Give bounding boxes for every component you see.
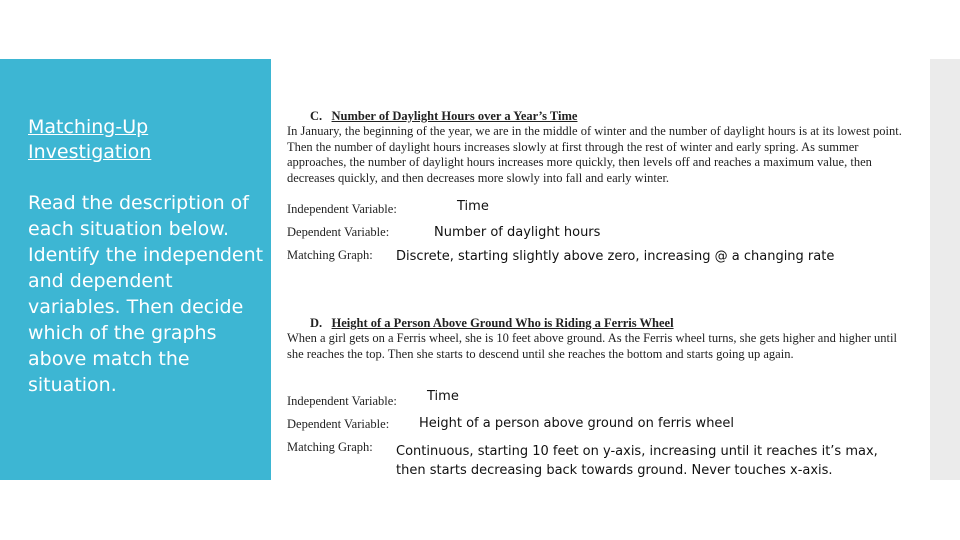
section-c-independent-label: Independent Variable: bbox=[287, 202, 397, 216]
section-d-matching-answer-line2: then starts decreasing back towards ground. Never touches x-axis. bbox=[396, 463, 833, 478]
section-c-letter: C. bbox=[310, 109, 323, 123]
section-c-matching-answer: Discrete, starting slightly above zero, increasing @ a changing rate bbox=[396, 249, 835, 264]
section-c-heading bbox=[310, 109, 910, 125]
instructions-text: Read the description of each situation below. Identify the independent and dependent variables. Then decide which of the graphs above match the situation. bbox=[28, 192, 264, 396]
section-d-independent-answer: Time bbox=[427, 389, 459, 404]
section-d-letter: D. bbox=[310, 316, 323, 330]
slide-title: Matching-Up Investigation bbox=[28, 116, 152, 163]
section-c-matching-label: Matching Graph: bbox=[287, 248, 373, 262]
section-d-description: When a girl gets on a Ferris wheel, she is 10 feet above ground. As the Ferris wheel turns, she gets higher and higher until she reaches the top. Then she starts to descend until she reaches the bottom and starts going up again. bbox=[287, 331, 897, 361]
section-d-matching-label: Matching Graph: bbox=[287, 440, 373, 454]
section-d-independent-label: Independent Variable: bbox=[287, 394, 397, 408]
section-d-dependent-answer: Height of a person above ground on ferris wheel bbox=[419, 416, 735, 431]
section-c-dependent-label: Dependent Variable: bbox=[287, 225, 390, 239]
section-c-title: Number of Daylight Hours over a Year’s Time bbox=[331, 109, 578, 123]
section-d-title: Height of a Person Above Ground Who is Riding a Ferris Wheel bbox=[331, 316, 674, 330]
section-d-matching-answer-line1: Continuous, starting 10 feet on y-axis, increasing until it reaches it’s max, bbox=[396, 444, 878, 459]
section-c-description: In January, the beginning of the year, we are in the middle of winter and the number of daylight hours is at its lowest point. Then the number of daylight hours increases slowly at first through the rest of winter and early spring. As summer approaches, the number of daylight hours increases more quickly, then levels off and reaches a maximum value, then decreases quickly, and then decreases more slowly into fall and early winter. bbox=[287, 124, 902, 185]
section-d-heading bbox=[310, 316, 910, 332]
sidebar-panel bbox=[0, 59, 271, 480]
section-c-independent-answer: Time bbox=[457, 199, 489, 214]
section-c-dependent-answer: Number of daylight hours bbox=[434, 225, 601, 240]
right-margin-strip bbox=[930, 59, 960, 480]
section-d-dependent-label: Dependent Variable: bbox=[287, 417, 390, 431]
